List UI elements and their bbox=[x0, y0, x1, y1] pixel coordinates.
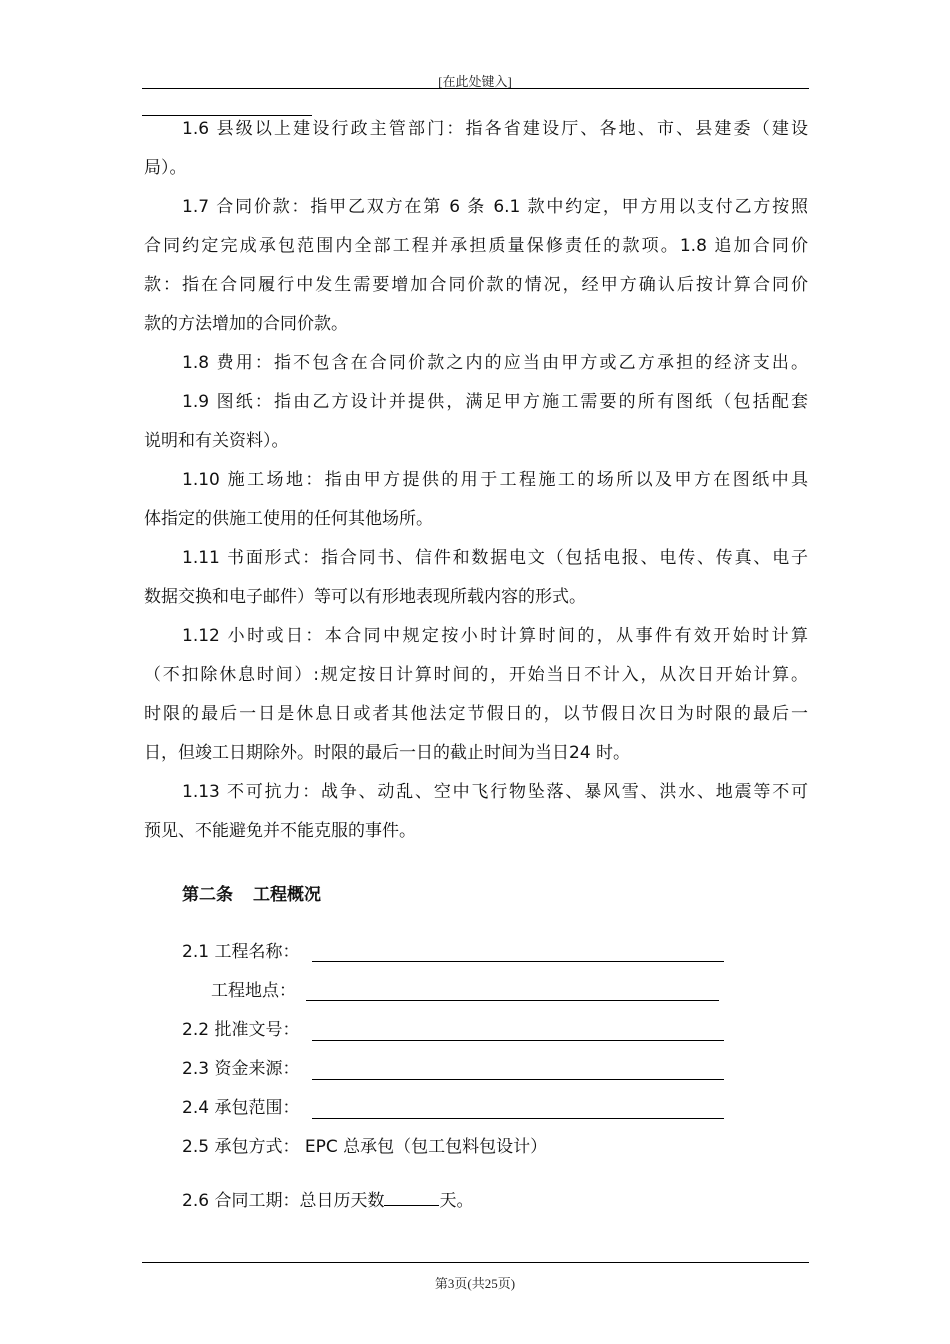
funding-source-blank[interactable] bbox=[312, 1079, 724, 1080]
clause-1-12-line-1: 1.12 小时或日：本合同中规定按小时计算时间的，从事件有效开始时计算 bbox=[182, 626, 808, 646]
clause-1-7-line-4: 款的方法增加的合同价款。 bbox=[144, 314, 348, 334]
contract-scope-label: 2.4 承包范围： bbox=[182, 1098, 300, 1118]
page-footer: 第3页(共25页) bbox=[434, 1276, 516, 1291]
header-rule-short bbox=[142, 115, 312, 116]
clause-1-11-line-2: 数据交换和电子邮件）等可以有形地表现所载内容的形式。 bbox=[144, 587, 586, 607]
section-number: 第二条 bbox=[182, 885, 233, 905]
project-name-label: 2.1 工程名称： bbox=[182, 942, 300, 962]
clause-1-10-line-2: 体指定的供施工使用的任何其他场所。 bbox=[144, 509, 433, 529]
clause-1-7-line-3: 款：指在合同履行中发生需要增加合同价款的情况，经甲方确认后按计算合同价 bbox=[144, 275, 808, 295]
clause-1-6-line-1: 1.6 县级以上建设行政主管部门：指各省建设厅、各地、市、县建委（建设 bbox=[182, 119, 808, 139]
contract-scope-blank[interactable] bbox=[312, 1118, 724, 1119]
clause-1-12-line-2: （不扣除休息时间）:规定按日计算时间的，开始当日不计入，从次日开始计算。 bbox=[144, 665, 808, 685]
funding-source-label: 2.3 资金来源： bbox=[182, 1059, 300, 1079]
clause-1-7-line-1: 1.7 合同价款：指甲乙双方在第 6 条 6.1 款中约定，甲方用以支付乙方按照 bbox=[182, 197, 808, 217]
page-header: [在此处键入] bbox=[438, 74, 512, 89]
approval-number-label: 2.2 批准文号： bbox=[182, 1020, 300, 1040]
header-rule bbox=[142, 88, 809, 89]
contract-mode: 2.5 承包方式： EPC 总承包（包工包料包设计） bbox=[182, 1137, 548, 1157]
clause-1-11-line-1: 1.11 书面形式：指合同书、信件和数据电文（包括电报、电传、传真、电子 bbox=[182, 548, 808, 568]
footer-rule bbox=[142, 1262, 809, 1263]
contract-period-label: 2.6 合同工期：总日历天数 bbox=[182, 1191, 385, 1211]
contract-period-blank[interactable] bbox=[384, 1187, 439, 1206]
project-location-label: 工程地点： bbox=[211, 981, 296, 1001]
section-title: 工程概况 bbox=[253, 885, 321, 905]
section-heading bbox=[182, 880, 321, 905]
clause-1-10-line-1: 1.10 施工场地：指由甲方提供的用于工程施工的场所以及甲方在图纸中具 bbox=[182, 470, 808, 490]
clause-1-7-line-2: 合同约定完成承包范围内全部工程并承担质量保修责任的款项。1.8 追加合同价 bbox=[144, 236, 808, 256]
clause-1-13-line-2: 预见、不能避免并不能克服的事件。 bbox=[144, 821, 416, 841]
clause-1-12-line-4: 日，但竣工日期除外。时限的最后一日的截止时间为当日24 时。 bbox=[144, 743, 631, 763]
project-location-blank[interactable] bbox=[306, 1000, 719, 1001]
clause-1-9-line-2: 说明和有关资料）。 bbox=[144, 431, 289, 451]
clause-1-6-line-2: 局）。 bbox=[144, 158, 187, 178]
clause-1-9-line-1: 1.9 图纸：指由乙方设计并提供，满足甲方施工需要的所有图纸（包括配套 bbox=[182, 392, 808, 412]
project-name-blank[interactable] bbox=[312, 961, 724, 962]
clause-1-12-line-3: 时限的最后一日是休息日或者其他法定节假日的，以节假日次日为时限的最后一 bbox=[144, 704, 808, 724]
clause-1-8-line-1: 1.8 费用：指不包含在合同价款之内的应当由甲方或乙方承担的经济支出。 bbox=[182, 353, 808, 373]
contract-period-unit: 天。 bbox=[439, 1191, 474, 1211]
clause-1-13-line-1: 1.13 不可抗力：战争、动乱、空中飞行物坠落、暴风雪、洪水、地震等不可 bbox=[182, 782, 808, 802]
approval-number-blank[interactable] bbox=[312, 1040, 724, 1041]
contract-period bbox=[182, 1187, 473, 1212]
